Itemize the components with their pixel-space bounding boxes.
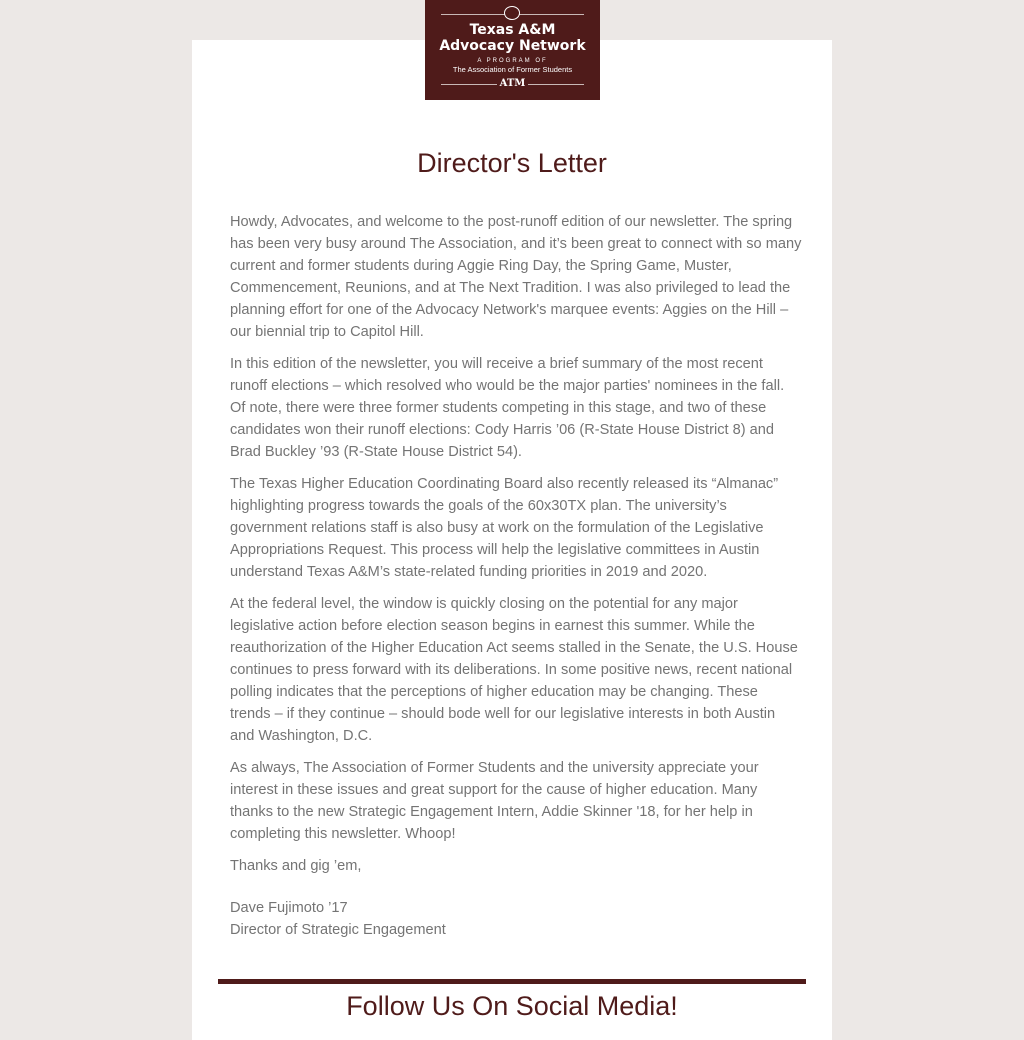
social-media-heading: Follow Us On Social Media! [346, 991, 678, 1021]
logo-line-2: Advocacy Network [439, 38, 586, 54]
letter-closing: Thanks and gig ’em, [230, 858, 362, 874]
page-title: Director's Letter [417, 148, 607, 178]
letter-paragraph: At the federal level, the window is quickly closing on the potential for any major legislative action before election season begins in earnest this summer. While the reauthorization of the Higher Education Act seems stalled in the Senate, the U.S. House continues to press forward with its deliberations. In some positive news, recent national polling indicates that the perceptions of higher education may be changing. These trends – if they continue – should bode well for our legislative interests in both Austin and Washington, D.C. [230, 596, 798, 744]
letter-paragraph: In this edition of the newsletter, you will receive a brief summary of the most recent runoff elections – which resolved who would be the major parties' nominees in the fall. Of note, there were three former students competing in this stage, and two of these candidates won their runoff elections: Cody Harris ’06 (R-State House District 8) and Brad Buckley ’93 (R-State House District 54). [230, 356, 785, 460]
signature-title: Director of Strategic Engagement [230, 922, 446, 938]
logo-line-1: Texas A&M [469, 22, 556, 38]
logo-line-3: A PROGRAM OF [477, 58, 548, 64]
atm-logo-icon: ATM [425, 78, 600, 90]
letter-paragraph: Howdy, Advocates, and welcome to the post-runoff edition of our newsletter. The spring has been very busy around The Association, and it’s been great to connect with so many current and former students during Aggie Ring Day, the Spring Game, Muster, Commencement, Reunions, and at The Next Tradition. I was also privileged to lead the planning effort for one of the Advocacy Network's marquee events: Aggies on the Hill – our biennial trip to Capitol Hill. [230, 214, 802, 340]
seal-icon [504, 6, 520, 20]
letter-paragraph: As always, The Association of Former Students and the university appreciate your interest in these issues and great support for the cause of higher education. Many thanks to the new Strategic Engagement Intern, Addie Skinner '18, for her help in completing this newsletter. Whoop! [230, 760, 759, 842]
logo-line-4: The Association of Former Students [452, 65, 573, 74]
letter-paragraph: The Texas Higher Education Coordinating Board also recently released its “Almanac” highlighting progress towards the goals of the 60x30TX plan. The university’s government relations staff is also busy at work on the formulation of the Legislative Appropriations Request. This process will help the legislative committees in Austin understand Texas A&M’s state-related funding priorities in 2019 and 2020. [230, 476, 779, 580]
advocacy-network-logo[interactable] [425, 0, 600, 100]
letter-body [230, 211, 802, 941]
signature-name: Dave Fujimoto ’17 [230, 900, 348, 916]
section-divider [218, 979, 806, 984]
